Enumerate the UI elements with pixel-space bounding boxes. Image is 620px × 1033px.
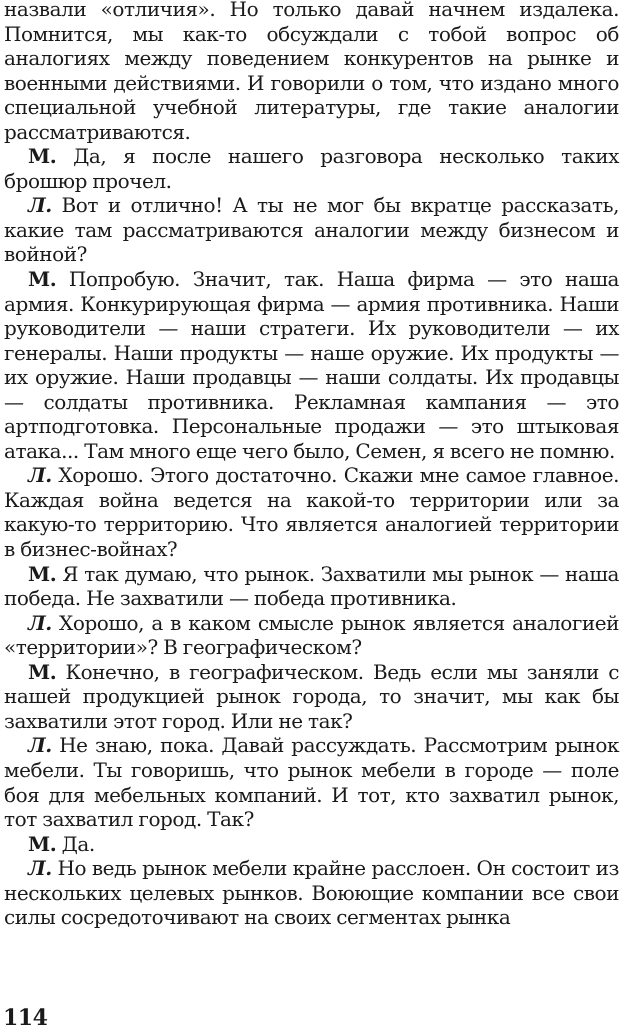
dialogue-line-l bbox=[4, 463, 619, 561]
speaker-label: Л. bbox=[28, 193, 52, 218]
dialogue-text: Вот и отлично! А ты не мог бы вкратце рассказать, какие там рассматриваются аналогии между бизнесом и войной? bbox=[4, 193, 619, 267]
page-number: 114 bbox=[3, 1005, 48, 1031]
dialogue-text: Хорошо. Этого достаточно. Скажи мне самое главное. Каждая война ведется на какой-то территории или за какую-то территорию. Что является аналогией территории в бизнес-войнах? bbox=[4, 463, 619, 562]
dialogue-line-l bbox=[4, 611, 619, 660]
dialogue-text: Я так думаю, что рынок. Захватили мы рынок — наша победа. Не захватили — победа противника. bbox=[4, 561, 619, 611]
dialogue-text: Конечно, в географическом. Ведь если мы заняли с нашей продукцией рынок города, то значит, мы как бы захватили этот город. Или не так? bbox=[4, 659, 619, 733]
dialogue-text: Попробую. Значит, так. Наша фирма — это наша армия. Конкурирующая фирма — армия противника. Наши руководители — наши стратеги. Их руководители — их генералы. Наши продукты — наше оружие. Их продукты — их оружие. Наши продавцы — наши солдаты. Их продавцы — солдаты противника. Рекламная кампания — это артподготовка. Персональные продажи — это штыковая атака... Там много еще чего было, Семен, я всего не помню. bbox=[4, 267, 619, 463]
dialogue-line-m bbox=[4, 660, 619, 734]
body-text bbox=[4, 0, 619, 930]
speaker-label: Л. bbox=[28, 856, 52, 881]
speaker-label: М. bbox=[28, 659, 57, 684]
dialogue-line-m bbox=[4, 267, 619, 463]
speaker-label: Л. bbox=[28, 733, 52, 758]
speaker-label: М. bbox=[28, 267, 57, 292]
speaker-label: М. bbox=[28, 831, 57, 856]
dialogue-text: Хорошо, а в каком смысле рынок является аналогией «территории»? В географическом? bbox=[4, 610, 619, 660]
dialogue-line-l bbox=[4, 733, 619, 831]
dialogue-text: Да. bbox=[56, 831, 95, 856]
speaker-label: Л. bbox=[28, 463, 52, 488]
dialogue-line-m bbox=[4, 832, 619, 857]
speaker-label: М. bbox=[28, 144, 57, 169]
paragraph-text: назвали «отличия». Но только давай начнем издалека. Помнится, мы как-то обсуждали с тобой вопрос об аналогиях между поведением конкурентов на рынке и военными действиями. И говорили о том, что издано много специальной учебной литературы, где такие аналогии рассматриваются. bbox=[4, 0, 619, 144]
dialogue-line-l bbox=[4, 856, 619, 930]
speaker-label: Л. bbox=[28, 610, 52, 635]
dialogue-line-m bbox=[4, 562, 619, 611]
dialogue-text: Но ведь рынок мебели крайне расслоен. Он состоит из нескольких целевых рынков. Воюющие компании все свои силы сосредоточивают на своих сегментах рынка bbox=[4, 856, 619, 930]
paragraph-continuation bbox=[4, 0, 619, 144]
dialogue-line-l bbox=[4, 193, 619, 267]
speaker-label: М. bbox=[28, 561, 57, 586]
dialogue-text: Не знаю, пока. Давай рассуждать. Рассмотрим рынок мебели. Ты говоришь, что рынок мебели в городе — поле боя для мебельных компаний. И тот, кто захватил рынок, тот захватил город. Так? bbox=[4, 733, 619, 832]
dialogue-line-m bbox=[4, 144, 619, 193]
dialogue-text: Да, я после нашего разговора несколько таких брошюр прочел. bbox=[4, 144, 619, 193]
